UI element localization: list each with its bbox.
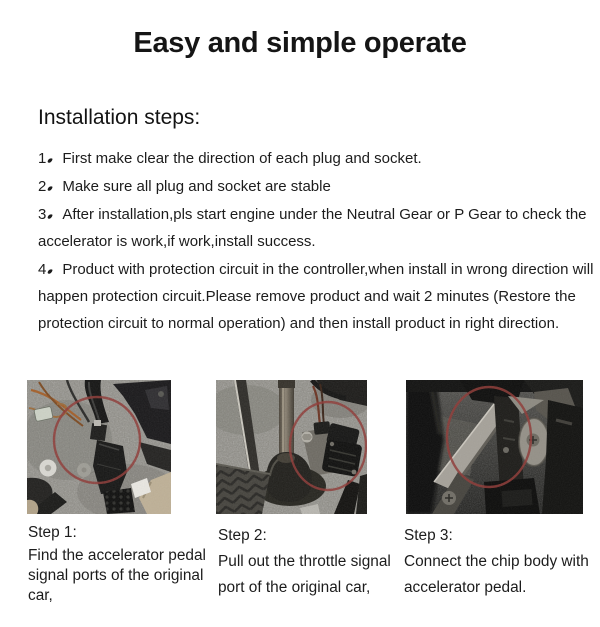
step2-photo-image [216,380,367,514]
caption-line: Connect the chip body with [404,553,589,570]
enumeration-comma-icon [48,158,53,164]
page-title: Easy and simple operate [133,27,467,59]
caption-line: accelerator pedal. [404,579,527,596]
enumeration-comma-icon [48,214,53,220]
enumeration-comma-icon [48,269,53,275]
enumeration-comma-icon [48,186,53,192]
item-text: After installation,pls start engine under the Neutral Gear or P Gear to check the accelerator is work,if work,install success. [38,206,587,250]
step2-photo [216,380,367,514]
step1-photo-image [27,380,171,514]
step3-photo [406,380,583,514]
caption-line: Find the accelerator pedal [28,547,206,564]
step3-caption [404,523,589,601]
step2-label: Step 2: [218,527,267,544]
step1-photo [27,380,171,514]
caption-line: Pull out the throttle signal [218,553,391,570]
installation-step-item-3 [38,201,594,255]
installation-step-item-2 [38,173,594,200]
photo-grain [216,380,367,514]
caption-line: car, [28,587,53,604]
item-number: 4 [38,261,47,278]
installation-steps-list [38,145,594,337]
step2-caption [218,523,391,601]
photo-grain [27,380,171,514]
item-number: 3 [38,206,47,223]
item-number: 2 [38,178,47,195]
step3-label: Step 3: [404,527,453,544]
item-text: First make clear the direction of each plug and socket. [62,150,422,167]
installation-step-item-1 [38,145,594,172]
caption-line: port of the original car, [218,579,371,596]
step1-label: Step 1: [28,524,77,541]
item-text: Product with protection circuit in the controller,when install in wrong direction will happen protection circuit.Please remove product and wait 2 minutes (Restore the protection circuit to normal operation) and then install product in right direction. [38,261,594,332]
item-number: 1 [38,150,47,167]
step3-photo-image [406,380,583,514]
caption-line: signal ports of the original [28,567,204,584]
installation-steps-heading: Installation steps: [38,106,201,129]
installation-step-item-4 [38,256,594,337]
item-text: Make sure all plug and socket are stable [62,178,331,195]
photo-grain [406,380,583,514]
step1-caption [28,523,206,606]
